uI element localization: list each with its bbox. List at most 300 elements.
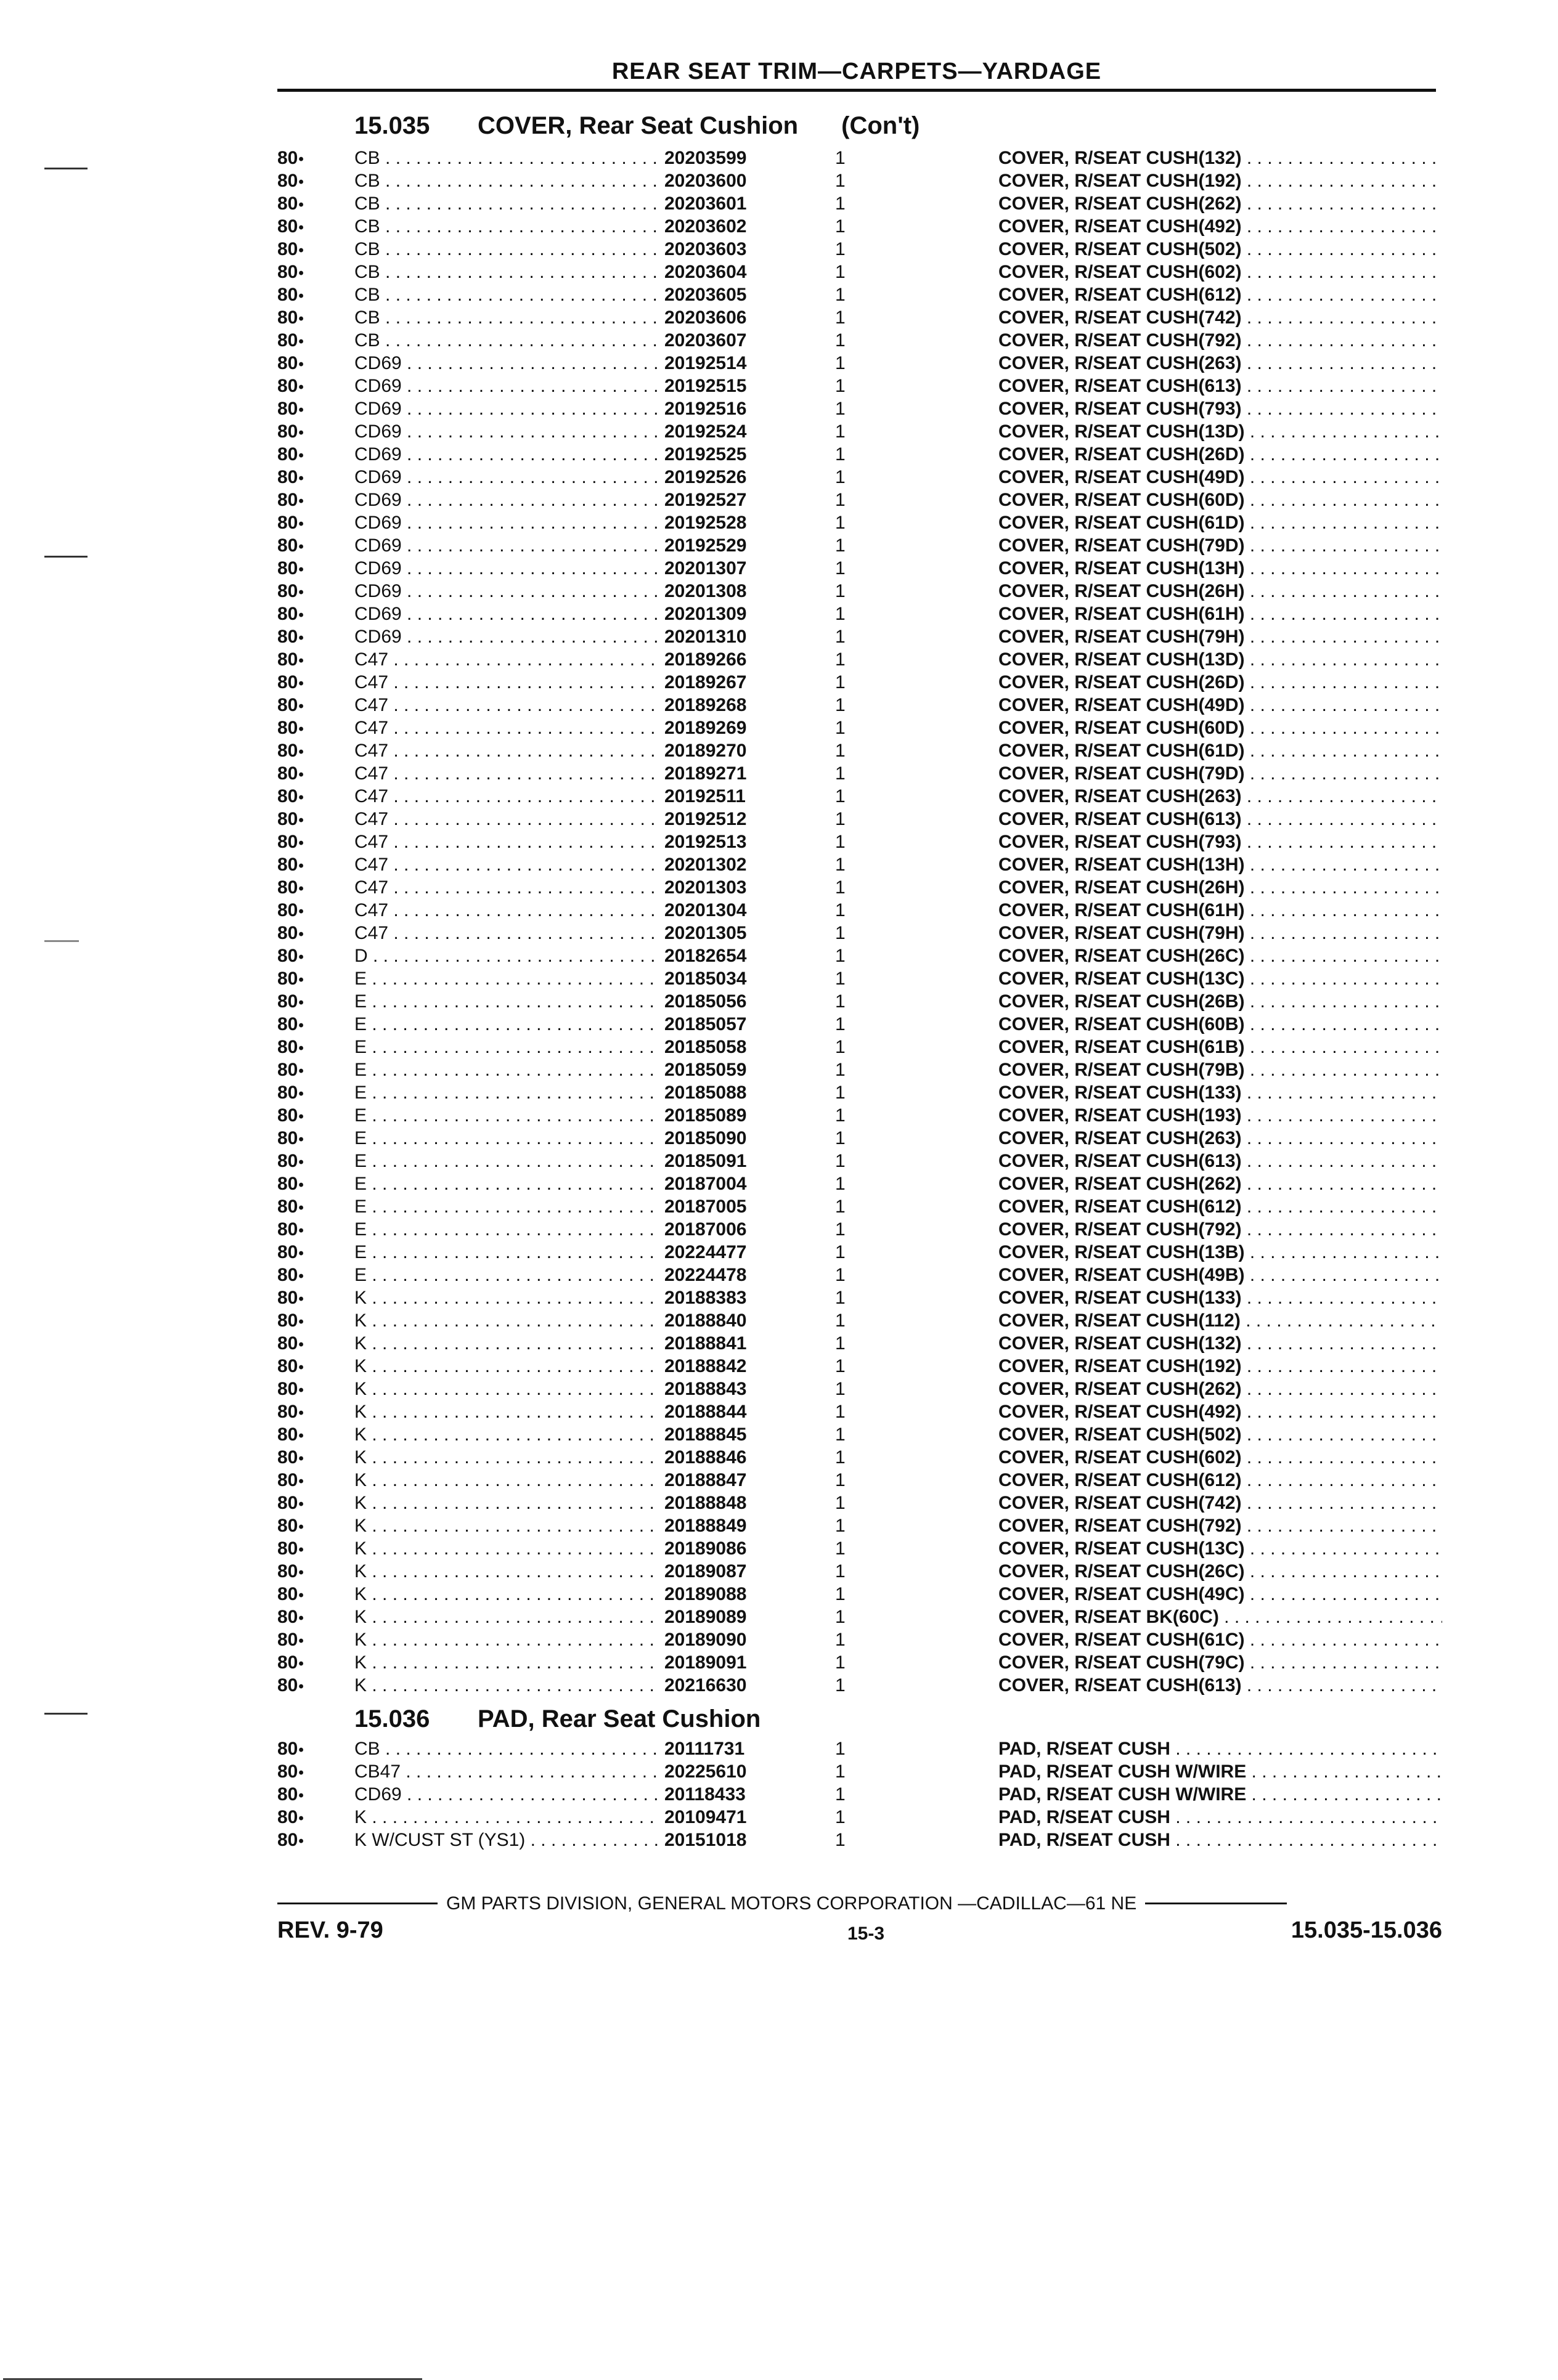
model-text: C47 bbox=[354, 649, 389, 670]
quantity-cell: 1 bbox=[835, 1196, 846, 1217]
model-cell bbox=[354, 1264, 663, 1286]
model-text: CB bbox=[354, 239, 380, 259]
year-cell: 80 • bbox=[277, 261, 314, 285]
year-cell: 80 • bbox=[277, 899, 314, 923]
year-cell: 80 • bbox=[277, 580, 314, 604]
model-cell bbox=[354, 694, 663, 717]
year-cell: 80 • bbox=[277, 1013, 314, 1037]
description-text: COVER, R/SEAT CUSH(263) bbox=[998, 786, 1242, 806]
table-row bbox=[277, 1628, 1442, 1651]
model-text: K bbox=[354, 1447, 367, 1468]
page-header bbox=[277, 59, 1436, 92]
model-text: K bbox=[354, 1630, 367, 1650]
year-cell: 80 • bbox=[277, 1628, 314, 1652]
model-text: E bbox=[354, 1174, 367, 1194]
year-cell: 80 • bbox=[277, 1469, 314, 1493]
table-row bbox=[277, 261, 1442, 283]
year-cell: 80 • bbox=[277, 1583, 314, 1607]
description-text: COVER, R/SEAT CUSH(60D) bbox=[998, 718, 1245, 738]
part-number-cell: 20188848 bbox=[659, 1492, 800, 1514]
quantity-cell: 1 bbox=[835, 718, 846, 738]
part-number-cell: 20201309 bbox=[659, 603, 800, 625]
description-text: PAD, R/SEAT CUSH bbox=[998, 1807, 1170, 1827]
table-row bbox=[277, 1651, 1442, 1674]
part-number-cell: 20203599 bbox=[659, 147, 800, 169]
quantity-cell: 1 bbox=[835, 1561, 846, 1582]
quantity-cell: 1 bbox=[835, 1830, 846, 1850]
part-number-cell: 20192528 bbox=[659, 511, 800, 534]
year-cell: 80 • bbox=[277, 717, 314, 741]
description-cell bbox=[998, 1628, 1442, 1651]
quantity-cell: 1 bbox=[835, 900, 846, 920]
table-row bbox=[277, 1127, 1442, 1150]
table-row bbox=[277, 876, 1442, 899]
table-row bbox=[277, 352, 1442, 375]
section-range: 15.035-15.036 bbox=[1291, 1917, 1442, 1943]
quantity-cell: 1 bbox=[835, 923, 846, 943]
quantity-cell: 1 bbox=[835, 1675, 846, 1696]
quantity-cell: 1 bbox=[835, 490, 846, 510]
quantity-cell: 1 bbox=[835, 1356, 846, 1376]
description-text: COVER, R/SEAT CUSH(13B) bbox=[998, 1242, 1245, 1262]
table-row bbox=[277, 694, 1442, 717]
part-number-cell: 20192529 bbox=[659, 534, 800, 557]
quantity-cell: 1 bbox=[835, 991, 846, 1012]
model-text: K bbox=[354, 1516, 367, 1536]
part-number-cell: 20192512 bbox=[659, 808, 800, 831]
description-cell bbox=[998, 1829, 1442, 1851]
part-number-cell: 20192524 bbox=[659, 420, 800, 443]
section-continued: (Con't) bbox=[841, 112, 920, 139]
description-cell bbox=[998, 1400, 1442, 1423]
quantity-cell: 1 bbox=[835, 376, 846, 396]
page-number: 15-3 bbox=[847, 1923, 885, 1944]
part-number-cell: 20189268 bbox=[659, 694, 800, 717]
part-number-cell: 20189089 bbox=[659, 1606, 800, 1628]
quantity-cell: 1 bbox=[835, 330, 846, 351]
part-number-cell: 20203601 bbox=[659, 192, 800, 215]
description-cell bbox=[998, 511, 1442, 534]
quantity-cell: 1 bbox=[835, 1652, 846, 1673]
description-cell bbox=[998, 1783, 1442, 1806]
model-cell bbox=[354, 1606, 663, 1628]
description-text: COVER, R/SEAT CUSH(79H) bbox=[998, 923, 1245, 943]
model-text: K bbox=[354, 1333, 367, 1354]
quantity-cell: 1 bbox=[835, 193, 846, 214]
description-cell bbox=[998, 922, 1442, 944]
description-cell bbox=[998, 1241, 1442, 1264]
model-text: C47 bbox=[354, 832, 389, 852]
model-text: K bbox=[354, 1538, 367, 1559]
description-cell bbox=[998, 1195, 1442, 1218]
model-text: K bbox=[354, 1310, 367, 1331]
description-cell bbox=[998, 375, 1442, 397]
description-cell bbox=[998, 876, 1442, 899]
description-cell bbox=[998, 1469, 1442, 1492]
model-text: E bbox=[354, 1219, 367, 1240]
model-cell bbox=[354, 762, 663, 785]
description-cell bbox=[998, 1355, 1442, 1378]
year-cell: 80 • bbox=[277, 1150, 314, 1174]
description-cell bbox=[998, 1218, 1442, 1241]
model-text: E bbox=[354, 1196, 367, 1217]
quantity-cell: 1 bbox=[835, 969, 846, 989]
model-cell bbox=[354, 1514, 663, 1537]
model-text: D bbox=[354, 946, 368, 966]
model-cell bbox=[354, 785, 663, 808]
part-number-cell: 20189086 bbox=[659, 1537, 800, 1560]
model-cell bbox=[354, 238, 663, 261]
year-cell: 80 • bbox=[277, 1378, 314, 1402]
table-row bbox=[277, 944, 1442, 967]
year-cell: 80 • bbox=[277, 1058, 314, 1082]
table-row bbox=[277, 762, 1442, 785]
model-text: K bbox=[354, 1379, 367, 1399]
year-cell: 80 • bbox=[277, 192, 314, 216]
part-number-cell: 20185058 bbox=[659, 1036, 800, 1058]
model-cell bbox=[354, 876, 663, 899]
quantity-cell: 1 bbox=[835, 1151, 846, 1171]
part-number-cell: 20185088 bbox=[659, 1081, 800, 1104]
part-number-cell: 20189091 bbox=[659, 1651, 800, 1674]
description-text: COVER, R/SEAT CUSH(793) bbox=[998, 399, 1242, 419]
description-cell bbox=[998, 762, 1442, 785]
model-text: E bbox=[354, 991, 367, 1012]
part-number-cell: 20216630 bbox=[659, 1674, 800, 1697]
table-row bbox=[277, 1058, 1442, 1081]
quantity-cell: 1 bbox=[835, 763, 846, 784]
description-text: COVER, R/SEAT CUSH(49B) bbox=[998, 1265, 1245, 1285]
description-cell bbox=[998, 1286, 1442, 1309]
part-number-cell: 20189271 bbox=[659, 762, 800, 785]
description-text: COVER, R/SEAT CUSH(792) bbox=[998, 1516, 1242, 1536]
part-number-cell: 20192516 bbox=[659, 397, 800, 420]
description-text: COVER, R/SEAT CUSH(49D) bbox=[998, 695, 1245, 715]
part-number-cell: 20185059 bbox=[659, 1058, 800, 1081]
description-text: COVER, R/SEAT CUSH(13H) bbox=[998, 558, 1245, 579]
year-cell: 80 • bbox=[277, 1081, 314, 1105]
model-cell bbox=[354, 1537, 663, 1560]
description-text: COVER, R/SEAT CUSH(26B) bbox=[998, 991, 1245, 1012]
description-text: COVER, R/SEAT CUSH(502) bbox=[998, 1424, 1242, 1445]
year-cell: 80 • bbox=[277, 1783, 314, 1807]
year-cell: 80 • bbox=[277, 306, 314, 330]
year-cell: 80 • bbox=[277, 603, 314, 627]
model-text: E bbox=[354, 1105, 367, 1126]
year-cell: 80 • bbox=[277, 1492, 314, 1516]
model-text: CD69 bbox=[354, 604, 402, 624]
part-number-cell: 20188841 bbox=[659, 1332, 800, 1355]
table-row bbox=[277, 1195, 1442, 1218]
table-row bbox=[277, 967, 1442, 990]
description-cell bbox=[998, 1127, 1442, 1150]
model-cell bbox=[354, 352, 663, 375]
part-number-cell: 20185090 bbox=[659, 1127, 800, 1150]
table-row bbox=[277, 215, 1442, 238]
part-number-cell: 20189088 bbox=[659, 1583, 800, 1606]
quantity-cell: 1 bbox=[835, 581, 846, 601]
table-row bbox=[277, 1013, 1442, 1036]
description-text: COVER, R/SEAT CUSH(112) bbox=[998, 1310, 1241, 1331]
quantity-cell: 1 bbox=[835, 307, 846, 328]
footer-publisher: GM PARTS DIVISION, GENERAL MOTORS CORPORATION —CADILLAC—61 NE bbox=[446, 1893, 1137, 1914]
year-cell: 80 • bbox=[277, 1355, 314, 1379]
part-number-cell: 20188847 bbox=[659, 1469, 800, 1492]
description-cell bbox=[998, 283, 1442, 306]
quantity-cell: 1 bbox=[835, 786, 846, 806]
description-cell bbox=[998, 603, 1442, 625]
year-cell: 80 • bbox=[277, 489, 314, 513]
part-number-cell: 20192526 bbox=[659, 466, 800, 489]
table-row bbox=[277, 922, 1442, 944]
description-cell bbox=[998, 1492, 1442, 1514]
model-text: CB bbox=[354, 1739, 380, 1759]
quantity-cell: 1 bbox=[835, 513, 846, 533]
model-cell bbox=[354, 739, 663, 762]
year-cell: 80 • bbox=[277, 557, 314, 581]
model-cell bbox=[354, 1469, 663, 1492]
table-row bbox=[277, 466, 1442, 489]
table-row bbox=[277, 238, 1442, 261]
model-cell bbox=[354, 1036, 663, 1058]
year-cell: 80 • bbox=[277, 648, 314, 672]
description-cell bbox=[998, 831, 1442, 853]
part-number-cell: 20192525 bbox=[659, 443, 800, 466]
description-text: COVER, R/SEAT CUSH(192) bbox=[998, 171, 1242, 191]
model-cell bbox=[354, 283, 663, 306]
year-cell: 80 • bbox=[277, 1829, 314, 1853]
model-text: CD69 bbox=[354, 627, 402, 647]
model-cell bbox=[354, 1332, 663, 1355]
description-cell bbox=[998, 238, 1442, 261]
model-text: CB bbox=[354, 330, 380, 351]
description-cell bbox=[998, 147, 1442, 169]
part-number-cell: 20203600 bbox=[659, 169, 800, 192]
table-row bbox=[277, 1081, 1442, 1104]
year-cell: 80 • bbox=[277, 671, 314, 695]
description-text: COVER, R/SEAT CUSH(26D) bbox=[998, 444, 1245, 465]
year-cell: 80 • bbox=[277, 1036, 314, 1060]
model-text: C47 bbox=[354, 672, 389, 692]
model-cell bbox=[354, 1492, 663, 1514]
year-cell: 80 • bbox=[277, 238, 314, 262]
model-text: E bbox=[354, 1060, 367, 1080]
description-text: COVER, R/SEAT CUSH(793) bbox=[998, 832, 1242, 852]
description-cell bbox=[998, 853, 1442, 876]
description-text: COVER, R/SEAT CUSH(61H) bbox=[998, 900, 1245, 920]
model-text: CB bbox=[354, 148, 380, 168]
description-cell bbox=[998, 944, 1442, 967]
model-text: C47 bbox=[354, 923, 389, 943]
margin-mark bbox=[44, 556, 88, 558]
part-number-cell: 20201305 bbox=[659, 922, 800, 944]
year-cell: 80 • bbox=[277, 967, 314, 991]
part-number-cell: 20187005 bbox=[659, 1195, 800, 1218]
part-number-cell: 20182654 bbox=[659, 944, 800, 967]
part-number-cell: 20189090 bbox=[659, 1628, 800, 1651]
model-text: CD69 bbox=[354, 376, 402, 396]
description-cell bbox=[998, 1058, 1442, 1081]
description-text: COVER, R/SEAT CUSH(613) bbox=[998, 1675, 1242, 1696]
section-name: PAD, Rear Seat Cushion bbox=[478, 1705, 761, 1732]
quantity-cell: 1 bbox=[835, 672, 846, 692]
model-text: C47 bbox=[354, 763, 389, 784]
description-cell bbox=[998, 1309, 1442, 1332]
part-number-cell: 20192513 bbox=[659, 831, 800, 853]
quantity-cell: 1 bbox=[835, 695, 846, 715]
year-cell: 80 • bbox=[277, 1651, 314, 1675]
model-text: C47 bbox=[354, 855, 389, 875]
model-cell bbox=[354, 1013, 663, 1036]
description-text: COVER, R/SEAT CUSH(132) bbox=[998, 1333, 1242, 1354]
margin-mark bbox=[44, 940, 79, 942]
part-number-cell: 20201303 bbox=[659, 876, 800, 899]
description-text: COVER, R/SEAT CUSH(61D) bbox=[998, 741, 1245, 761]
footer-publisher-line bbox=[277, 1890, 1442, 1917]
model-cell bbox=[354, 147, 663, 169]
year-cell: 80 • bbox=[277, 215, 314, 239]
description-text: COVER, R/SEAT CUSH(602) bbox=[998, 262, 1242, 282]
table-row bbox=[277, 853, 1442, 876]
quantity-cell: 1 bbox=[835, 741, 846, 761]
description-cell bbox=[998, 671, 1442, 694]
description-text: COVER, R/SEAT CUSH(792) bbox=[998, 330, 1242, 351]
model-cell bbox=[354, 261, 663, 283]
table-row bbox=[277, 169, 1442, 192]
model-text: K bbox=[354, 1424, 367, 1445]
model-text: CD69 bbox=[354, 399, 402, 419]
part-number-cell: 20192511 bbox=[659, 785, 800, 808]
quantity-cell: 1 bbox=[835, 262, 846, 282]
description-cell bbox=[998, 1172, 1442, 1195]
table-row bbox=[277, 603, 1442, 625]
year-cell: 80 • bbox=[277, 990, 314, 1014]
quantity-cell: 1 bbox=[835, 1379, 846, 1399]
model-text: C47 bbox=[354, 718, 389, 738]
table-row bbox=[277, 990, 1442, 1013]
description-text: COVER, R/SEAT CUSH(613) bbox=[998, 1151, 1242, 1171]
year-cell: 80 • bbox=[277, 1514, 314, 1538]
table-row bbox=[277, 1400, 1442, 1423]
description-text: COVER, R/SEAT CUSH(492) bbox=[998, 216, 1242, 237]
model-text: E bbox=[354, 1242, 367, 1262]
description-cell bbox=[998, 808, 1442, 831]
model-text: CB bbox=[354, 216, 380, 237]
table-row bbox=[277, 1783, 1442, 1806]
part-number-cell: 20201304 bbox=[659, 899, 800, 922]
description-cell bbox=[998, 967, 1442, 990]
model-cell bbox=[354, 534, 663, 557]
model-cell bbox=[354, 1241, 663, 1264]
part-number-cell: 20203605 bbox=[659, 283, 800, 306]
description-text: COVER, R/SEAT CUSH(60B) bbox=[998, 1014, 1245, 1034]
description-text: COVER, R/SEAT CUSH(49C) bbox=[998, 1584, 1245, 1604]
table-row bbox=[277, 306, 1442, 329]
model-text: CD69 bbox=[354, 444, 402, 465]
model-text: C47 bbox=[354, 900, 389, 920]
description-text: COVER, R/SEAT CUSH(612) bbox=[998, 1470, 1242, 1490]
table-row bbox=[277, 1218, 1442, 1241]
model-cell bbox=[354, 1127, 663, 1150]
table-row bbox=[277, 785, 1442, 808]
model-cell bbox=[354, 603, 663, 625]
description-cell bbox=[998, 1378, 1442, 1400]
model-text: K bbox=[354, 1607, 367, 1627]
description-cell bbox=[998, 443, 1442, 466]
quantity-cell: 1 bbox=[835, 1538, 846, 1559]
year-cell: 80 • bbox=[277, 625, 314, 649]
table-row bbox=[277, 1355, 1442, 1378]
quantity-cell: 1 bbox=[835, 171, 846, 191]
description-cell bbox=[998, 557, 1442, 580]
part-number-cell: 20224478 bbox=[659, 1264, 800, 1286]
table-row bbox=[277, 1674, 1442, 1697]
quantity-cell: 1 bbox=[835, 832, 846, 852]
model-text: K bbox=[354, 1288, 367, 1308]
model-text: E bbox=[354, 1265, 367, 1285]
table-row bbox=[277, 1760, 1442, 1783]
model-text: CB bbox=[354, 285, 380, 305]
quantity-cell: 1 bbox=[835, 148, 846, 168]
parts-table-cover bbox=[277, 147, 1442, 1697]
model-cell bbox=[354, 1172, 663, 1195]
table-row bbox=[277, 1264, 1442, 1286]
model-cell bbox=[354, 1583, 663, 1606]
year-cell: 80 • bbox=[277, 283, 314, 307]
year-cell: 80 • bbox=[277, 831, 314, 855]
model-text: E bbox=[354, 969, 367, 989]
revision-label: REV. 9-79 bbox=[277, 1917, 383, 1943]
part-number-cell: 20203606 bbox=[659, 306, 800, 329]
quantity-cell: 1 bbox=[835, 1493, 846, 1513]
table-row bbox=[277, 580, 1442, 603]
description-cell bbox=[998, 990, 1442, 1013]
quantity-cell: 1 bbox=[835, 399, 846, 419]
description-text: COVER, R/SEAT CUSH(132) bbox=[998, 148, 1242, 168]
year-cell: 80 • bbox=[277, 1806, 314, 1830]
description-cell bbox=[998, 1606, 1442, 1628]
description-text: COVER, R/SEAT CUSH(26C) bbox=[998, 1561, 1245, 1582]
table-row bbox=[277, 1537, 1442, 1560]
part-number-cell: 20192527 bbox=[659, 489, 800, 511]
part-number-cell: 20118433 bbox=[659, 1783, 800, 1806]
model-cell bbox=[354, 1309, 663, 1332]
quantity-cell: 1 bbox=[835, 285, 846, 305]
model-cell bbox=[354, 671, 663, 694]
model-cell bbox=[354, 1674, 663, 1697]
model-text: K bbox=[354, 1402, 367, 1422]
description-cell bbox=[998, 1583, 1442, 1606]
description-text: COVER, R/SEAT CUSH(502) bbox=[998, 239, 1242, 259]
quantity-cell: 1 bbox=[835, 1630, 846, 1650]
model-text: CD69 bbox=[354, 558, 402, 579]
table-row bbox=[277, 831, 1442, 853]
model-cell bbox=[354, 717, 663, 739]
quantity-cell: 1 bbox=[835, 1761, 846, 1782]
description-cell bbox=[998, 694, 1442, 717]
quantity-cell: 1 bbox=[835, 1584, 846, 1604]
footer bbox=[277, 1917, 1442, 1948]
quantity-cell: 1 bbox=[835, 1784, 846, 1805]
quantity-cell: 1 bbox=[835, 1470, 846, 1490]
year-cell: 80 • bbox=[277, 352, 314, 376]
description-cell bbox=[998, 306, 1442, 329]
year-cell: 80 • bbox=[277, 1104, 314, 1128]
description-text: COVER, R/SEAT CUSH(13D) bbox=[998, 649, 1245, 670]
year-cell: 80 • bbox=[277, 329, 314, 353]
year-cell: 80 • bbox=[277, 1446, 314, 1470]
description-cell bbox=[998, 1104, 1442, 1127]
